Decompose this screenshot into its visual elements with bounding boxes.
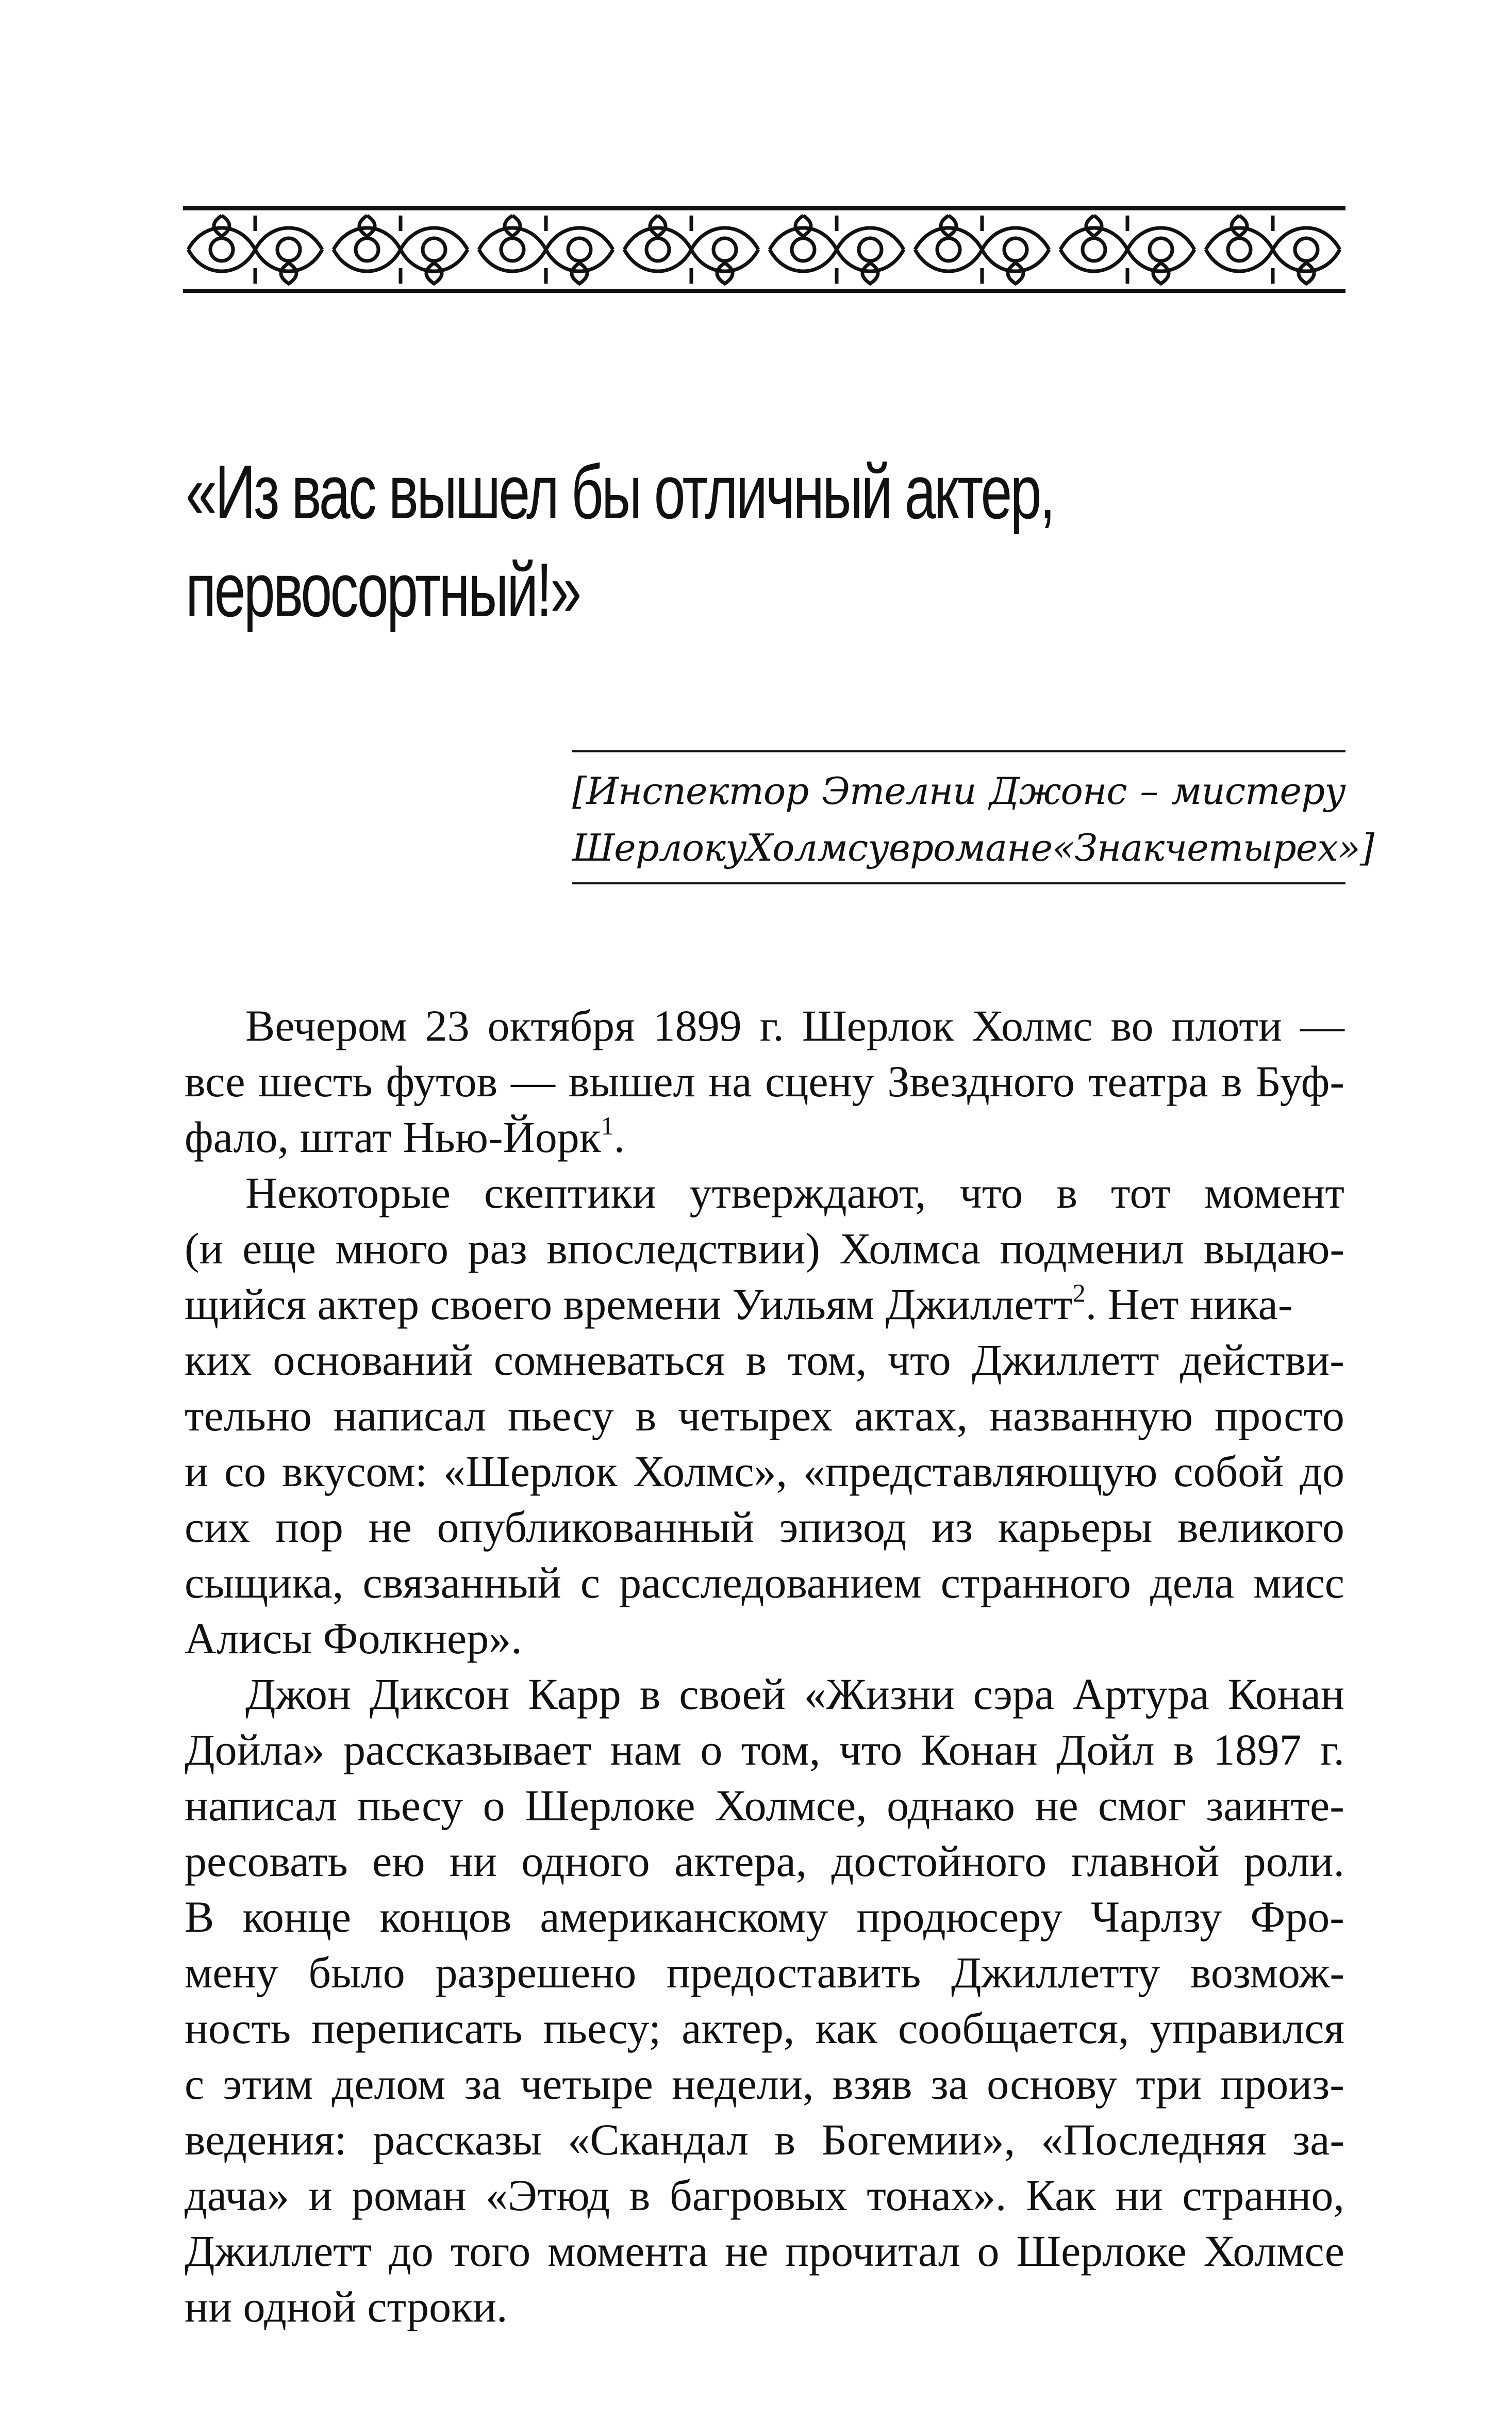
body-word: актер,	[682, 2003, 795, 2053]
body-word: еще	[242, 1224, 316, 1273]
body-word: Дойла»	[185, 1725, 325, 1774]
body-word: названную	[989, 1391, 1193, 1440]
body-word: на	[708, 1057, 752, 1106]
epigraph-word: Этелни	[821, 769, 976, 813]
body-line: ни одной строки.	[185, 2282, 508, 2331]
body-word: сыщика,	[185, 1558, 344, 1607]
body-word: ведения:	[185, 2115, 347, 2164]
body-word: четырех	[678, 1391, 833, 1440]
body-word: «Скандал	[568, 2115, 749, 2164]
body-word: о	[700, 1725, 723, 1774]
body-word: —	[510, 1057, 555, 1106]
body-word: переписать	[311, 2003, 523, 2053]
body-word: роман	[352, 2170, 467, 2220]
body-line	[185, 1555, 1344, 1610]
body-word: своей	[679, 1669, 786, 1719]
body-word: управился	[1150, 2003, 1344, 2053]
body-word: расследованием	[619, 1558, 922, 1607]
body-word: том,	[741, 1725, 821, 1774]
body-line	[185, 2000, 1344, 2056]
body-word: со	[224, 1446, 267, 1496]
epigraph-text	[572, 752, 1374, 882]
body-word: Конан	[921, 1725, 1038, 1774]
epigraph-line-2	[572, 819, 1374, 876]
body-word: Джиллетт	[185, 2226, 372, 2276]
body-word: 1899	[653, 1001, 742, 1050]
body-word: во	[1110, 1001, 1154, 1050]
body-word: Карр	[528, 1669, 621, 1719]
body-word: в	[1056, 1168, 1077, 1218]
body-word: три	[1136, 2059, 1202, 2109]
body-word: в	[1221, 1057, 1242, 1106]
body-word: не	[725, 2226, 769, 2276]
body-word: сообщается,	[898, 2003, 1129, 2053]
body-word: Шерлоке	[524, 1781, 695, 1830]
body-word: за	[464, 2059, 502, 2109]
body-word: Дойл	[1056, 1725, 1155, 1774]
body-word: что	[887, 1335, 951, 1385]
ornament-icon	[183, 205, 1345, 294]
body-word: тонах».	[867, 2170, 1007, 2220]
body-word: Шерлок	[802, 1001, 954, 1050]
body-word: связанный	[362, 1558, 561, 1607]
body-word: смог	[1098, 1781, 1186, 1830]
body-word: Шерлоке	[1016, 2226, 1187, 2276]
body-word: пьесу	[508, 1391, 614, 1440]
epigraph-word: мистеру	[1171, 769, 1345, 813]
body-line: фало, штат Нью-Йорк$^1$.	[185, 1111, 625, 1162]
body-word: написал	[333, 1391, 487, 1440]
body-word: что	[959, 1168, 1023, 1218]
body-line	[185, 2223, 1344, 2279]
body-word: из	[931, 1502, 973, 1552]
epigraph	[572, 750, 1374, 884]
body-text-run: . Нет ника-	[1085, 1279, 1293, 1329]
body-word: разрешено	[435, 1948, 637, 1997]
body-word: как	[815, 2003, 877, 2053]
body-word: (и	[185, 1224, 223, 1273]
body-text-run: фало, штат Нью-Йорк	[185, 1112, 601, 1162]
body-word: —	[1300, 1001, 1344, 1050]
body-word: рассказы	[373, 2115, 542, 2164]
epigraph-word: [Инспектор	[572, 769, 809, 813]
body-word: главной	[1071, 1836, 1220, 1886]
body-word: написал	[185, 1781, 338, 1830]
footnote-marker: 1	[601, 1111, 614, 1141]
body-word: сцену	[765, 1057, 874, 1106]
body-word: возмож-	[1190, 1948, 1344, 1997]
body-word: шесть	[258, 1057, 373, 1106]
title-line-2: первосортный!»	[186, 548, 580, 633]
body-word: выдаю-	[1203, 1224, 1344, 1273]
body-word: до	[1300, 1446, 1344, 1496]
body-word: сих	[185, 1502, 251, 1552]
body-line	[185, 1443, 1344, 1499]
body-word: сэра	[973, 1669, 1055, 1719]
body-word: г.	[759, 1001, 784, 1050]
body-word: просто	[1215, 1391, 1344, 1440]
body-word: 1897	[1212, 1725, 1302, 1774]
body-line	[185, 2056, 1344, 2112]
body-word: странно,	[1182, 2170, 1344, 2220]
body-word: г.	[1320, 1725, 1344, 1774]
footnote-marker: 2	[1072, 1278, 1086, 1308]
body-word: пьесу	[357, 1781, 463, 1830]
body-word: продюсеру	[856, 1892, 1063, 1942]
body-word: концов	[379, 1892, 512, 1942]
body-word: карьеры	[998, 1502, 1153, 1552]
body-line	[185, 1499, 1344, 1555]
body-word: «Последняя	[1041, 2115, 1267, 2164]
body-word: великого	[1177, 1502, 1344, 1552]
body-word: Холмс	[972, 1001, 1093, 1050]
body-text-run: щийся актер своего времени Уильям Джиллетт	[185, 1279, 1073, 1329]
body-word: о	[483, 1781, 505, 1830]
body-word: тот	[1111, 1168, 1171, 1218]
body-word: до	[389, 2226, 434, 2276]
body-word: Некоторые	[245, 1168, 451, 1218]
body-word: много	[335, 1224, 448, 1273]
body-word: ресовать	[185, 1836, 348, 1886]
body-word: одного	[521, 1836, 650, 1886]
body-word: в	[635, 1391, 657, 1440]
body-line	[185, 1221, 1344, 1276]
body-word: не	[368, 1502, 412, 1552]
body-word: Холмсе	[1203, 2226, 1344, 2276]
body-word: том,	[787, 1335, 867, 1385]
body-line	[185, 2167, 1344, 2223]
body-word: этим	[223, 2059, 313, 2109]
body-word: конце	[242, 1892, 352, 1942]
body-word: Как	[1025, 2170, 1096, 2220]
body-word: заинте-	[1206, 1781, 1344, 1830]
body-word: дела	[1150, 1558, 1235, 1607]
epigraph-word: в	[889, 826, 910, 869]
body-word: Артура	[1073, 1669, 1209, 1719]
body-word: 23	[425, 1001, 470, 1050]
body-word: что	[839, 1725, 903, 1774]
body-word: плоти	[1171, 1001, 1282, 1050]
body-line	[185, 2112, 1344, 2167]
body-word: было	[308, 1948, 405, 1997]
body-word: «Шерлок	[443, 1446, 618, 1496]
body-line	[185, 1833, 1344, 1889]
body-word: Богемии»,	[821, 2115, 1016, 2164]
body-word: Диксон	[369, 1669, 510, 1719]
body-word: ность	[185, 2003, 291, 2053]
body-word: основу	[987, 2059, 1118, 2109]
body-line	[185, 1388, 1344, 1443]
body-word: скептики	[484, 1168, 656, 1218]
body-line	[185, 1666, 1344, 1722]
body-word: мисс	[1253, 1558, 1344, 1607]
body-word: Буф-	[1255, 1057, 1344, 1106]
body-word: момент	[1204, 1168, 1344, 1218]
body-word: достойного	[831, 1836, 1047, 1886]
body-word: раз	[468, 1224, 527, 1273]
body-word: Вечером	[245, 1001, 407, 1050]
body-word: и	[308, 2170, 333, 2220]
body-word: Звездного	[887, 1057, 1075, 1106]
body-word: оснований	[273, 1335, 473, 1385]
body-word: момента	[547, 2226, 708, 2276]
body-word: вышел	[568, 1057, 695, 1106]
body-word: пор	[275, 1502, 343, 1552]
body-word: за	[931, 2059, 968, 2109]
body-word: ею	[372, 1836, 425, 1886]
body-word: футов	[386, 1057, 498, 1106]
body-word: в	[745, 1335, 767, 1385]
ornamental-border	[183, 205, 1345, 294]
body-word: за-	[1292, 2115, 1344, 2164]
body-line	[185, 1054, 1344, 1109]
body-word: с	[185, 2059, 205, 2109]
body-word: не	[1035, 1781, 1078, 1830]
body-word: рассказывает	[343, 1725, 592, 1774]
body-word: четыре	[520, 2059, 653, 2109]
body-word: прочитал	[785, 2226, 960, 2276]
body-word: «Этюд	[486, 2170, 610, 2220]
body-line	[185, 1945, 1344, 2000]
body-word: в	[629, 2170, 651, 2220]
body-word: действи-	[1179, 1335, 1344, 1385]
body-word: опубликованный	[437, 1502, 754, 1552]
body-word: Фро-	[1250, 1892, 1344, 1942]
body-word: эпизод	[779, 1502, 907, 1552]
body-word: Холмса	[839, 1224, 981, 1273]
body-word: ни	[449, 1836, 497, 1886]
epigraph-bottom-rule	[572, 882, 1345, 884]
body-word: все	[185, 1057, 245, 1106]
body-word: октября	[487, 1001, 635, 1050]
body-word: дача»	[185, 2170, 289, 2220]
body-word: того	[450, 2226, 531, 2276]
body-line	[185, 1778, 1344, 1833]
body-word: в	[774, 2115, 796, 2164]
epigraph-word: романе	[909, 826, 1053, 869]
body-word: Холмс»,	[633, 1446, 787, 1496]
body-word: однако	[887, 1781, 1016, 1830]
body-word: Холмсе,	[715, 1781, 867, 1830]
body-word: актера,	[674, 1836, 807, 1886]
body-text	[185, 998, 1344, 2334]
body-line	[185, 1276, 1344, 1332]
body-word: Джон	[245, 1669, 351, 1719]
body-word: роли.	[1243, 1836, 1344, 1886]
body-line: Алисы Фолкнер».	[185, 1614, 522, 1663]
epigraph-word: Холмсу	[746, 826, 889, 869]
body-line	[185, 1889, 1344, 1945]
body-word: в	[639, 1669, 661, 1719]
body-word: ни	[1115, 2170, 1163, 2220]
body-word: американскому	[540, 1892, 828, 1942]
epigraph-word: Шерлоку	[572, 826, 746, 869]
body-word: Джиллетт	[972, 1335, 1159, 1385]
body-word: и	[185, 1446, 209, 1496]
body-word: в	[1173, 1725, 1194, 1774]
epigraph-word: «Знак	[1052, 826, 1165, 869]
body-word: предоставить	[666, 1948, 921, 1997]
body-word: взяв	[832, 2059, 912, 2109]
body-word: актах,	[854, 1391, 968, 1440]
title-line-1: «Из вас вышел бы отличный актер,	[186, 450, 1054, 535]
body-word: тельно	[185, 1391, 312, 1440]
epigraph-word: четырех»]	[1164, 826, 1374, 869]
body-word: пьесу;	[543, 2003, 661, 2053]
body-word: странного	[940, 1558, 1131, 1607]
body-word: делом	[331, 2059, 446, 2109]
body-line	[185, 1165, 1344, 1221]
epigraph-line-1	[572, 763, 1345, 819]
chapter-title	[186, 443, 1063, 639]
body-line	[185, 998, 1344, 1054]
body-word: мену	[185, 1948, 278, 1997]
body-word: Конан	[1227, 1669, 1344, 1719]
body-word: Джиллетту	[951, 1948, 1160, 1997]
body-word: нам	[610, 1725, 682, 1774]
body-line	[185, 1332, 1344, 1388]
body-word: утверждают,	[689, 1168, 926, 1218]
body-word: вкусом:	[282, 1446, 428, 1496]
body-word: В	[185, 1892, 214, 1942]
body-word: собой	[1173, 1446, 1284, 1496]
body-word: подменил	[1000, 1224, 1185, 1273]
body-word: произ-	[1220, 2059, 1344, 2109]
body-word: «Жизни	[804, 1669, 955, 1719]
body-word: «представляющую	[803, 1446, 1158, 1496]
body-word: сомневаться	[493, 1335, 725, 1385]
body-word: с	[580, 1558, 600, 1607]
body-word: театра	[1088, 1057, 1208, 1106]
epigraph-word: Джонс	[989, 769, 1127, 813]
epigraph-word: –	[1140, 769, 1158, 813]
body-line	[185, 1722, 1344, 1778]
body-word: недели,	[672, 2059, 814, 2109]
body-word: Чарлзу	[1091, 1892, 1222, 1942]
body-word: багровых	[669, 2170, 848, 2220]
body-word: ких	[185, 1335, 252, 1385]
body-word: впоследствии)	[546, 1224, 820, 1273]
body-word: о	[977, 2226, 1000, 2276]
